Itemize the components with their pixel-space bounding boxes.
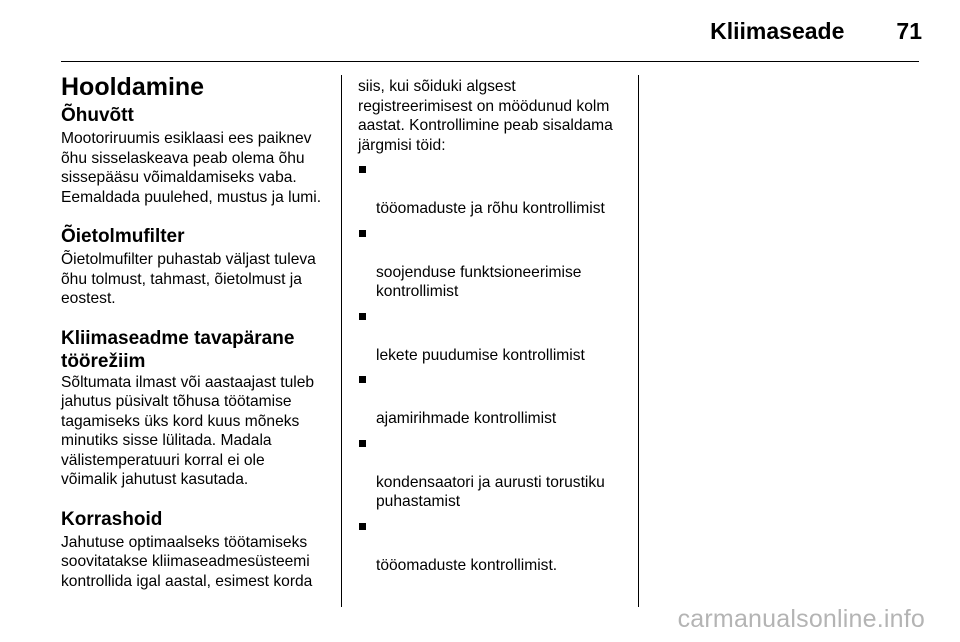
middle-column xyxy=(358,77,630,575)
column-divider-left xyxy=(341,75,342,607)
column-divider-right xyxy=(638,75,639,607)
list-item-text: tööomaduste kontrollimist. xyxy=(376,556,558,574)
list-item xyxy=(358,434,630,512)
subheading-air-intake: Õhuvõtt xyxy=(61,105,134,126)
square-bullet-icon xyxy=(359,166,366,173)
subheading-pollen-filter: Õietolmufilter xyxy=(61,226,185,247)
list-item xyxy=(358,160,630,219)
paragraph-continuation: siis, kui sõiduki algsest registreerimisest on möödunud kolm aastat. Kontrollimine peab sisaldama järgmisi töid: xyxy=(358,78,613,154)
list-item xyxy=(358,307,630,366)
square-bullet-icon xyxy=(359,440,366,447)
list-item xyxy=(358,224,630,302)
square-bullet-icon xyxy=(359,313,366,320)
page-number: 71 xyxy=(896,18,922,44)
left-column xyxy=(61,72,333,609)
header-rule xyxy=(61,61,919,62)
subheading-maintenance: Korrashoid xyxy=(61,508,163,530)
paragraph-maintenance: Jahutuse optimaalseks töötamiseks soovitatakse kliimaseadmesüsteemi kontrollida igal aastal, esimest korda xyxy=(61,533,313,590)
list-item-text: tööomaduste ja rõhu kontrollimist xyxy=(376,200,605,217)
list-item xyxy=(358,370,630,429)
list-item-text: soojenduse funktsioneerimise kontrollimist xyxy=(376,263,582,300)
subheading-regular-operation: Kliimaseadme tavapärane töörežiim xyxy=(61,327,295,372)
square-bullet-icon xyxy=(359,230,366,237)
square-bullet-icon xyxy=(359,523,366,530)
section-regular-operation xyxy=(61,327,333,490)
square-bullet-icon xyxy=(359,376,366,383)
list-item-text: ajamirihmade kontrollimist xyxy=(376,410,557,427)
section-air-intake xyxy=(61,104,333,207)
section-pollen-filter xyxy=(61,225,333,309)
header-title: Kliimaseade xyxy=(710,18,845,44)
list-item xyxy=(358,517,630,576)
section-title: Hooldamine xyxy=(61,73,205,101)
running-header xyxy=(710,18,922,48)
paragraph-air-intake: Mootoriruumis esiklaasi ees paiknev õhu sisselaskeava peab olema õhu sissepääsu võimaldamiseks vaba. Eemaldada puulehed, mustus ja lumi. xyxy=(61,130,322,206)
checklist xyxy=(358,160,630,575)
paragraph-pollen-filter: Õietolmufilter puhastab väljast tuleva õhu tolmust, tahmast, õietolmust ja eostest. xyxy=(61,251,316,307)
list-item-text: lekete puudumise kontrollimist xyxy=(376,346,585,364)
section-maintenance xyxy=(61,508,333,592)
list-item-text: kondensaatori ja aurusti torustiku puhastamist xyxy=(376,473,605,510)
paragraph-regular-operation: Sõltumata ilmast või aastaajast tuleb jahutus püsivalt tõhusa töötamise tagamiseks üks kord kuus mõneks minutiks sisse lülitada. Madala välistemperatuuri korral ei ole võimalik jahutust kasutada. xyxy=(61,373,315,488)
watermark: carmanualsonline.info xyxy=(677,605,925,633)
